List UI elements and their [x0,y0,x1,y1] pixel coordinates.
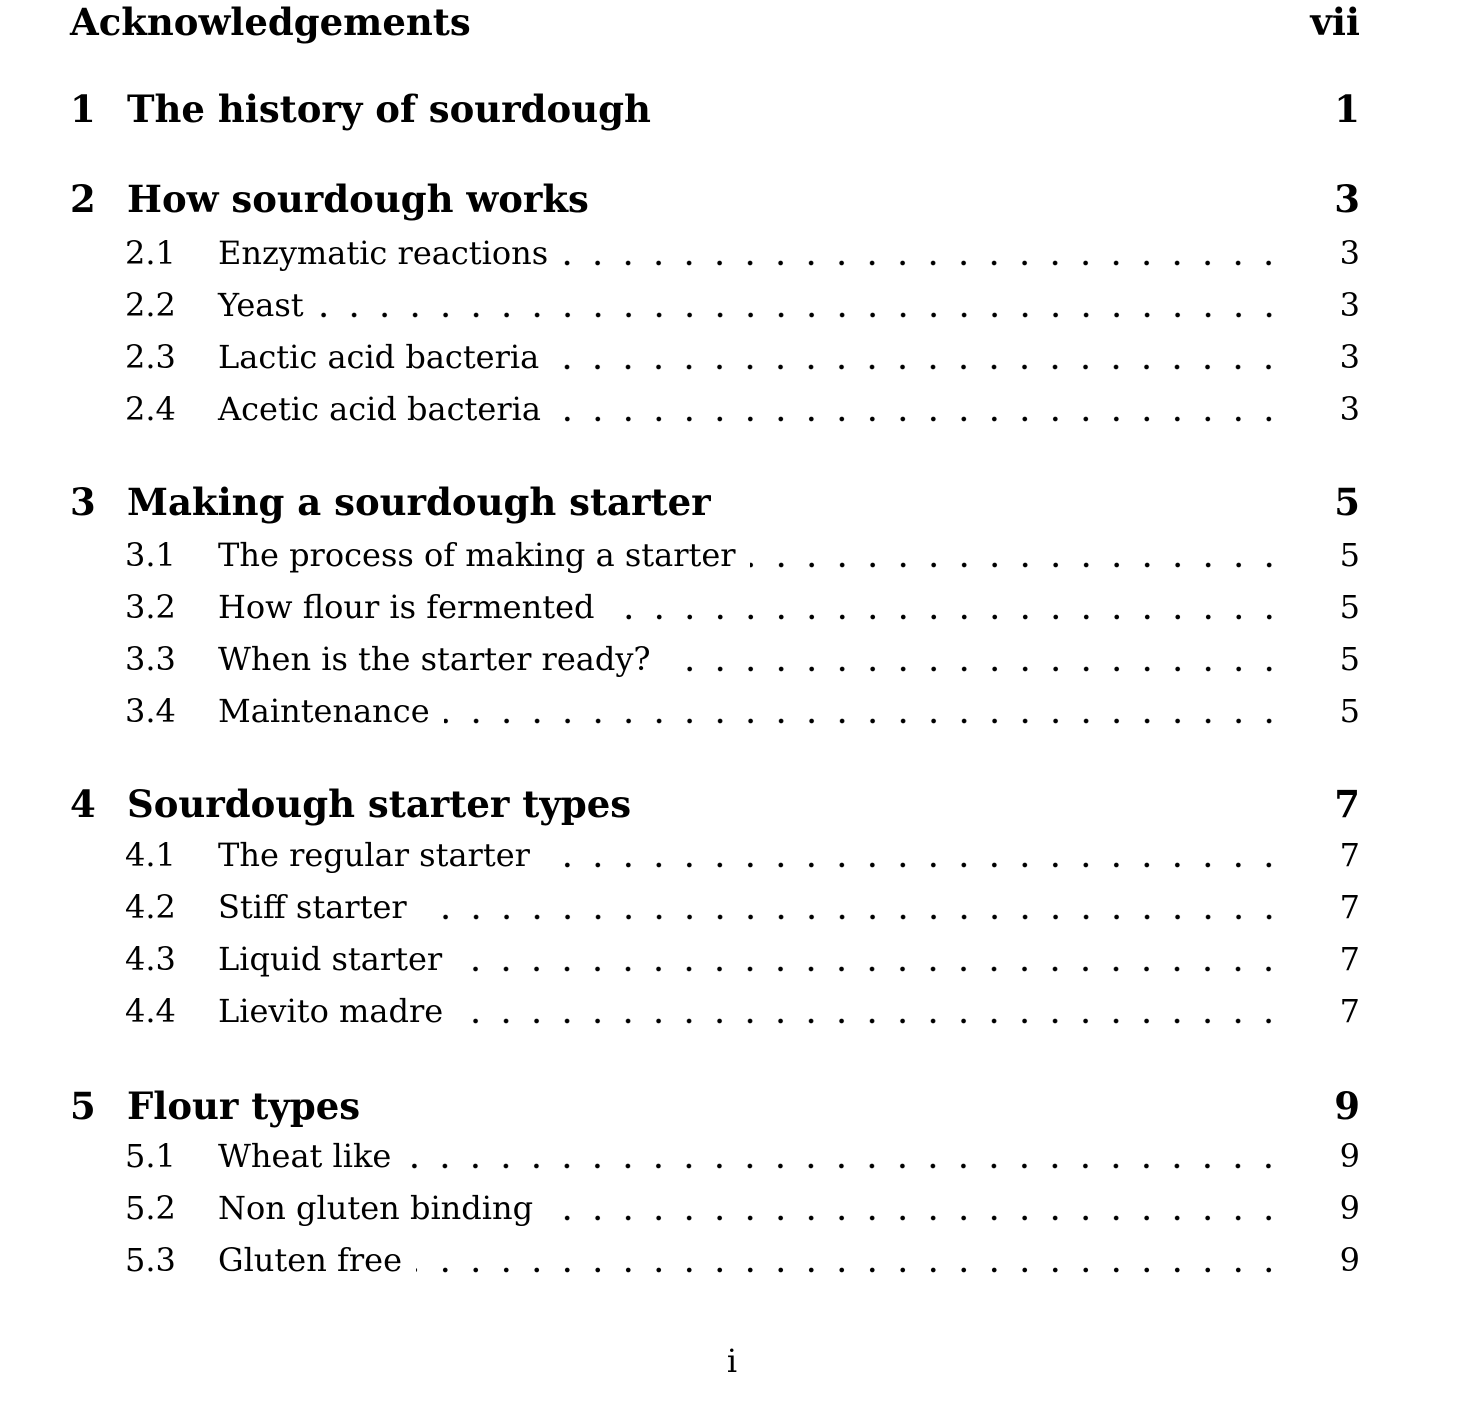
spacer [711,481,1288,523]
section-title: Maintenance [218,692,430,730]
section-number: 2.2 [125,286,176,324]
section-number: 3.1 [125,536,176,574]
toc-chapter-entry[interactable] [70,88,1360,130]
dot-leader [421,887,1288,927]
dot-leader [553,337,1288,377]
dot-leader [609,587,1289,627]
toc-section-entry[interactable] [70,233,1360,273]
section-number: 5.3 [125,1241,176,1279]
spacer [360,1085,1288,1127]
section-number: 2.4 [125,390,176,428]
section-title: How flour is fermented [218,588,595,626]
chapter-page-number: 1 [1334,87,1360,131]
section-page-number: 9 [1339,1137,1360,1175]
chapter-title: Sourdough starter types [127,782,632,826]
toc-section-entry[interactable] [70,939,1360,979]
chapter-page-number: 3 [1334,177,1360,221]
chapter-title: Flour types [127,1084,361,1128]
toc-section-entry[interactable] [70,639,1360,679]
dot-leader [750,535,1288,575]
section-title: The process of making a starter [218,536,736,574]
section-page-number: 3 [1339,234,1360,272]
dot-leader [444,691,1288,731]
section-page-number: 7 [1339,836,1360,874]
spacer [631,783,1288,825]
section-number: 2.3 [125,338,176,376]
chapter-number: 4 [70,782,96,826]
section-page-number: 5 [1339,692,1360,730]
toc-section-entry[interactable] [70,835,1360,875]
page-footer-number: i [726,1342,738,1380]
dot-leader [318,285,1288,325]
section-page-number: 7 [1339,940,1360,978]
dot-leader [562,233,1288,273]
spacer [589,178,1288,220]
toc-chapter-entry[interactable] [70,1085,1360,1127]
toc-section-entry[interactable] [70,337,1360,377]
chapter-number: 3 [70,480,96,524]
toc-section-entry[interactable] [70,1136,1360,1176]
section-title: Wheat like [218,1137,392,1175]
dot-leader [665,639,1288,679]
section-title: Yeast [218,286,304,324]
section-title: Acetic acid bacteria [218,390,541,428]
page-footer [0,1341,1464,1381]
toc-section-entry[interactable] [70,285,1360,325]
dot-leader [456,939,1288,979]
spacer [651,88,1288,130]
chapter-page-number: 7 [1334,782,1360,826]
section-number: 3.3 [125,640,176,678]
toc-section-entry[interactable] [70,535,1360,575]
section-number: 4.4 [125,992,176,1030]
chapter-title: How sourdough works [127,177,589,221]
section-page-number: 7 [1339,888,1360,926]
dot-leader [405,1136,1288,1176]
section-title: Stiff starter [218,888,407,926]
section-page-number: 3 [1339,338,1360,376]
section-title: Enzymatic reactions [218,234,549,272]
section-page-number: 3 [1339,286,1360,324]
toc-section-entry[interactable] [70,1188,1360,1228]
chapter-page-number: 5 [1334,480,1360,524]
section-title: When is the starter ready? [218,640,651,678]
dot-leader [547,1188,1288,1228]
spacer [471,1,1288,43]
section-number: 2.1 [125,234,176,272]
section-number: 4.2 [125,888,176,926]
toc-section-entry[interactable] [70,587,1360,627]
toc-chapter-entry[interactable] [70,178,1360,220]
dot-leader [416,1240,1288,1280]
section-number: 3.2 [125,588,176,626]
section-title: Lactic acid bacteria [218,338,540,376]
section-title: Gluten free [218,1241,402,1279]
section-page-number: 5 [1339,640,1360,678]
section-page-number: 9 [1339,1189,1360,1227]
frontmatter-title: Acknowledgements [70,0,471,44]
section-number: 3.4 [125,692,176,730]
toc-frontmatter-entry[interactable] [70,1,1360,43]
frontmatter-page-number: vii [1310,0,1360,44]
toc-chapter-entry[interactable] [70,783,1360,825]
chapter-title: The history of sourdough [127,87,651,131]
chapter-number: 1 [70,87,96,131]
section-number: 4.3 [125,940,176,978]
dot-leader [555,389,1288,429]
chapter-page-number: 9 [1334,1084,1360,1128]
section-number: 4.1 [125,836,176,874]
chapter-number: 5 [70,1084,96,1128]
section-page-number: 5 [1339,536,1360,574]
section-title: Liquid starter [218,940,443,978]
dot-leader [544,835,1288,875]
section-title: Lievito madre [218,992,444,1030]
toc-section-entry[interactable] [70,1240,1360,1280]
chapter-title: Making a sourdough starter [127,480,711,524]
dot-leader [457,991,1288,1031]
section-title: The regular starter [218,836,530,874]
section-page-number: 3 [1339,390,1360,428]
chapter-number: 2 [70,177,96,221]
section-page-number: 9 [1339,1241,1360,1279]
toc-section-entry[interactable] [70,389,1360,429]
section-title: Non gluten binding [218,1189,534,1227]
toc-section-entry[interactable] [70,887,1360,927]
toc-section-entry[interactable] [70,991,1360,1031]
section-number: 5.1 [125,1137,176,1175]
section-page-number: 5 [1339,588,1360,626]
section-number: 5.2 [125,1189,176,1227]
toc-chapter-entry[interactable] [70,481,1360,523]
toc-section-entry[interactable] [70,691,1360,731]
section-page-number: 7 [1339,992,1360,1030]
